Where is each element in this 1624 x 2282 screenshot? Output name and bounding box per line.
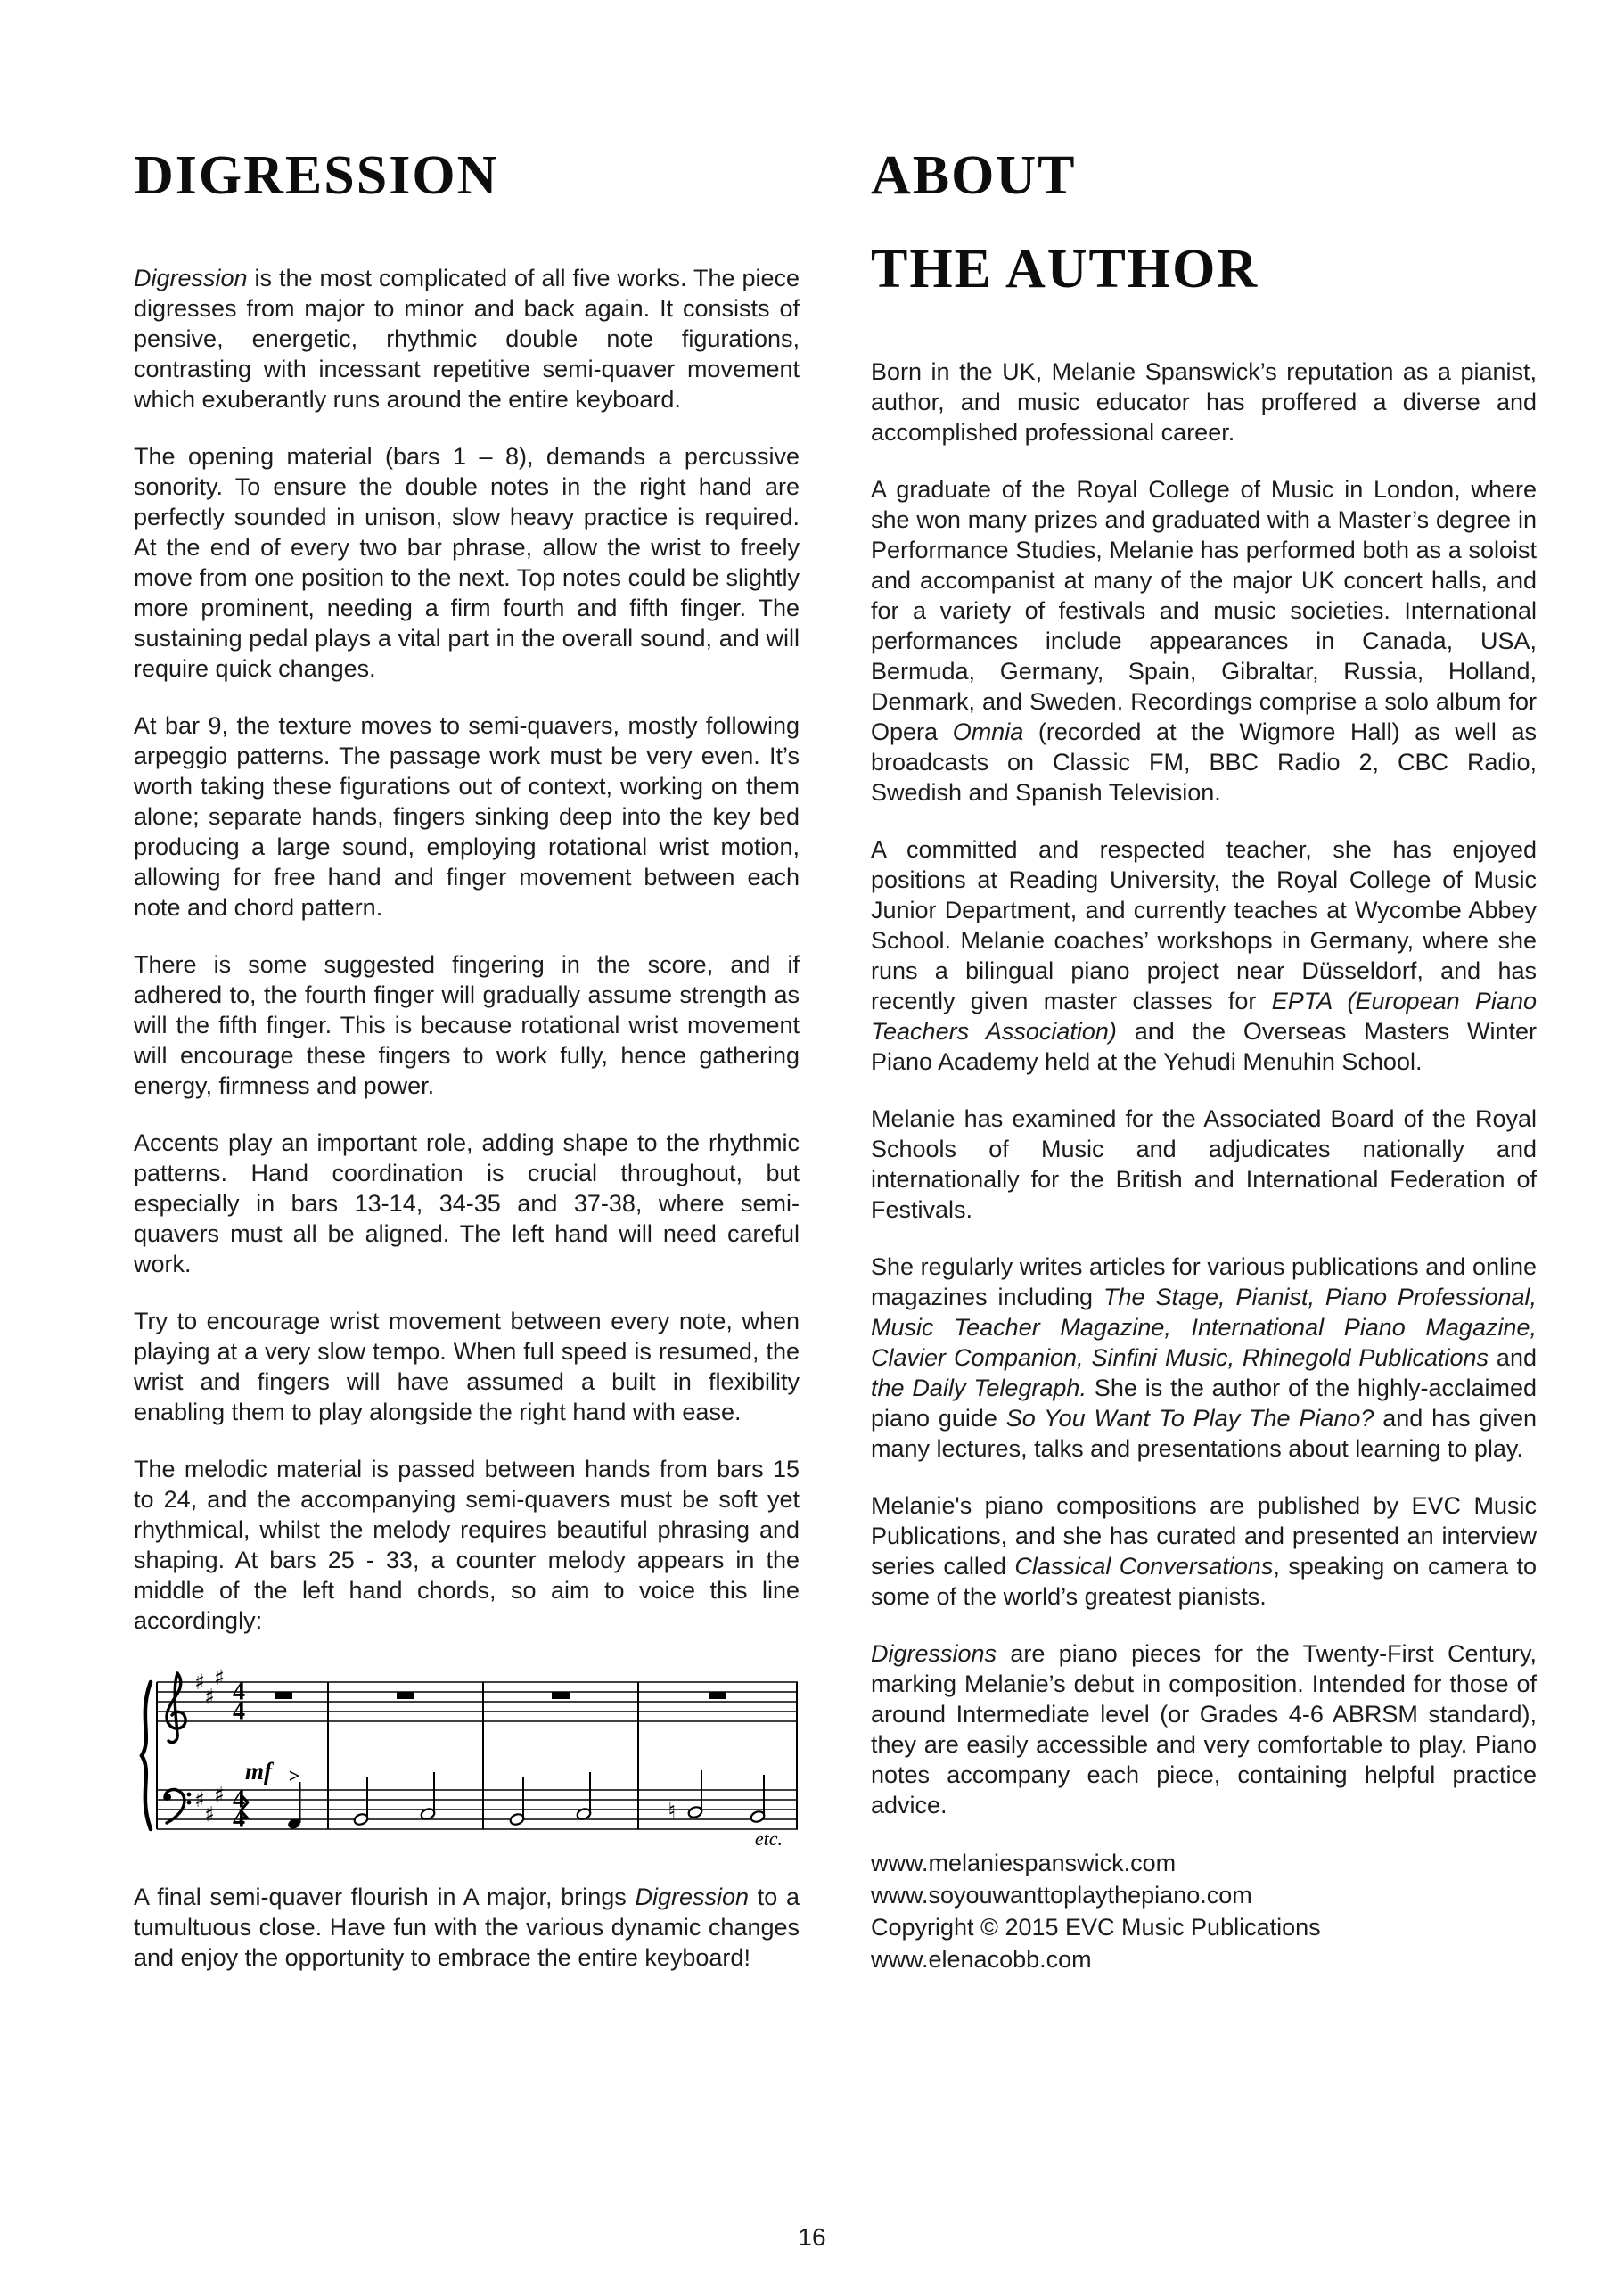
paragraph-author-4: Melanie has examined for the Associated Board of the Royal Schools of Music and adjudicates nationally and internationally for the British and International Federation of Festivals. <box>871 1105 1537 1223</box>
svg-text:♯: ♯ <box>214 1665 225 1690</box>
link-melaniespanswick: www.melaniespanswick.com <box>871 1850 1177 1876</box>
right-column <box>871 129 1537 1999</box>
svg-text:♯: ♯ <box>204 1802 215 1827</box>
whole-rests-treble <box>275 1692 726 1699</box>
score-caption: etc. <box>754 1827 783 1850</box>
paragraph-author-1: Born in the UK, Melanie Spanswick’s reputation as a pianist, author, and music educator has proffered a diverse and accomplished professional career. <box>871 358 1537 446</box>
paragraph-digression-4: There is some suggested fingering in the score, and if adhered to, the fourth finger will gradually assume strength as will the fifth finger. This is because rotational wrist movement will encourage these fingers to work fully, hence gathering energy, firmness and power. <box>134 951 800 1099</box>
quarter-note <box>287 1782 302 1830</box>
svg-text:4: 4 <box>233 1805 245 1834</box>
link-soyouwanttoplaythepiano: www.soyouwanttoplaythepiano.com <box>871 1882 1252 1909</box>
key-signature-bass <box>194 1783 225 1827</box>
paragraph-author-3: A committed and respected teacher, she has enjoyed positions at Reading University, the Royal College of Music Junior Department, and currently teaches at Wycombe Abbey School. Melanie coaches’ workshops in Germany, where she runs a bilingual piano project near Düsseldorf, and has recently given master classes for EPTA (European Piano Teachers Association) and the Overseas Masters Winter Piano Academy held at the Yehudi Menuhin School. <box>871 836 1537 1075</box>
natural-accidental: ♮ <box>668 1797 677 1824</box>
paragraph-digression-1: Digression is the most complicated of all five works. The piece digresses from major to minor and back again. It consists of pensive, energetic, rhythmic double note figurations, contrasting with incessant repetitive semi-quaver movement which exuberantly runs around the entire keyboard. <box>134 265 800 413</box>
svg-text:♯: ♯ <box>194 1670 205 1695</box>
half-note <box>576 1772 592 1821</box>
paragraph-author-2: A graduate of the Royal College of Music in London, where she won many prizes and graduated with a Master’s degree in Performance Studies, Melanie has performed both as a soloist and accompanist at many of the major UK concert halls, and for a variety of festivals and music societies. International performances include appearances in Canada, USA, Bermuda, Germany, Spain, Gibraltar, Russia, Holland, Denmark, and Sweden. Recordings comprise a solo album for Opera Omnia (recorded at the Wigmore Hall) as well as broadcasts on Classic FM, BBC Radio 2, CBC Radio, Swedish and Spanish Television. <box>871 476 1537 806</box>
grand-staff-score <box>134 1662 800 1851</box>
page-number: 16 <box>798 2223 826 2251</box>
heading-digression: DIGRESSION <box>134 145 499 206</box>
half-note <box>687 1770 703 1819</box>
left-column <box>134 129 800 1999</box>
svg-text:♯: ♯ <box>214 1782 225 1808</box>
bass-clef-icon <box>164 1790 191 1823</box>
dynamic-marking: mf <box>245 1758 272 1785</box>
time-signature <box>233 1679 245 1834</box>
paragraph-digression-5: Accents play an important role, adding shape to the rhythmic patterns. Hand coordination is crucial throughout, but especially in bars 13-14, 34-35 and 37-38, where semi-quavers must all be aligned. The left hand will need careful work. <box>134 1129 800 1277</box>
heading-line-about: ABOUT <box>871 145 1077 206</box>
paragraph-digression-7: The melodic material is passed between hands from bars 15 to 24, and the accompanying semi-quavers must be soft yet rhythmical, whilst the melody requires beautiful phrasing and shaping. At bars 25 - 33, a counter melody appears in the middle of the left hand chords, so aim to voice this line accordingly: <box>134 1456 800 1634</box>
treble-clef-icon <box>167 1673 185 1743</box>
treble-staff-lines <box>157 1682 798 1721</box>
half-note <box>353 1777 369 1826</box>
paragraph-digression-6: Try to encourage wrist movement between every note, when playing at a very slow tempo. When full speed is resumed, the wrist and fingers will have assumed a built in flexibility enabling them to play alongside the right hand with ease. <box>134 1308 800 1425</box>
two-column-layout <box>134 129 1537 1999</box>
paragraph-author-5: She regularly writes articles for various publications and online magazines including The Stage, Pianist, Piano Professional, Music Teacher Magazine, International Piano Magazine, Clavier Companion, Sinfini Music, Rhinegold Publications and the Daily Telegraph. She is the author of the highly-acclaimed piano guide So You Want To Play The Piano? and has given many lectures, talks and presentations about learning to play. <box>871 1253 1538 1462</box>
paragraph-digression-8: A final semi-quaver flourish in A major, brings Digression to a tumultuous close. Have fun with the various dynamic changes and enjoy the opportunity to embrace the entire keyboard! <box>134 1884 800 1971</box>
heading-about-the-author <box>871 129 1537 316</box>
music-score-example <box>134 1662 800 1851</box>
paragraph-author-7: Digressions are piano pieces for the Twenty-First Century, marking Melanie’s debut in composition. Intended for those of around Intermediate level (or Grades 4-6 ABRSM standard), they are easily accessible and very comfortable to play. Piano notes accompany each piece, containing helpful practice advice. <box>871 1640 1537 1818</box>
copyright-line: Copyright © 2015 EVC Music Publications <box>871 1914 1321 1941</box>
svg-text:♯: ♯ <box>194 1787 205 1812</box>
paragraph-digression-3: At bar 9, the texture moves to semi-quavers, mostly following arpeggio patterns. The passage work must be very even. It’s worth taking these figurations out of context, working on them alone; separate hands, fingers sinking deep into the key bed producing a large sound, employing rotational wrist motion, allowing for free hand and finger movement between each note and chord pattern. <box>134 712 800 921</box>
heading-line-the-author: THE AUTHOR <box>871 239 1259 300</box>
key-signature-treble <box>194 1665 225 1710</box>
half-note <box>509 1777 525 1826</box>
brace-icon <box>142 1682 151 1829</box>
paragraph-digression-2: The opening material (bars 1 – 8), demands a percussive sonority. To ensure the double notes in the right hand are perfectly sounded in unison, slow heavy practice is required. At the end of every two bar phrase, allow the wrist to freely move from one position to the next. Top notes could be slightly more prominent, needing a firm fourth and fifth finger. The sustaining pedal plays a vital part in the overall sound, and will require quick changes. <box>134 443 800 682</box>
paragraph-author-6: Melanie's piano compositions are published by EVC Music Publications, and she has curated and presented an interview series called Classical Conversations, speaking on camera to some of the world’s greatest pianists. <box>871 1492 1537 1610</box>
svg-text:4: 4 <box>233 1697 245 1726</box>
half-note <box>420 1772 436 1821</box>
link-elenacobb: www.elenacobb.com <box>871 1946 1092 1973</box>
svg-text:♯: ♯ <box>204 1684 215 1710</box>
svg-text:4: 4 <box>233 1785 245 1814</box>
contact-links <box>871 1847 1537 1975</box>
svg-text:4: 4 <box>233 1678 245 1706</box>
accent-marking: > <box>288 1764 300 1787</box>
